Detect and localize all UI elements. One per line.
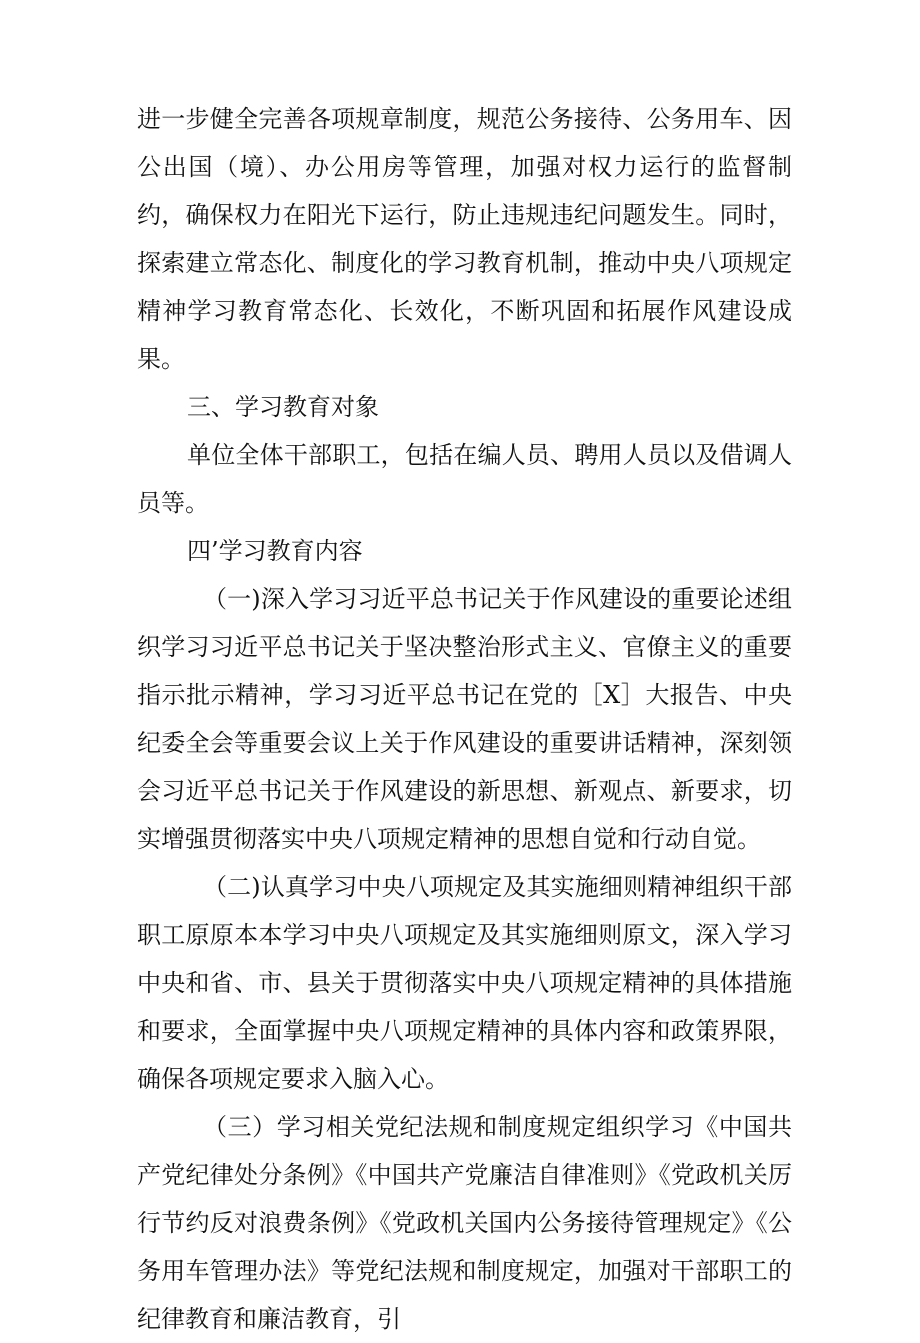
section-heading-4: 四’学习教育内容 bbox=[187, 537, 363, 565]
section-heading-3: 三、学习教育对象 bbox=[187, 393, 379, 421]
paragraph-item-1: （一)深入学习习近平总书记关于作风建设的重要论述组织学习习近平总书记关于坚决整治形式主义、官僚主义的重要指示批示精神，学习习近平总书记在党的［X］大报告、中央纪委全会等重要会议上关于作风建设的重要讲话精神，深刻领会习近平总书记关于作风建设的新思想、新观点、新要求，切实增强贯彻落实中央八项规定精神的思想自觉和行动自觉。 bbox=[137, 585, 792, 853]
paragraph-item-3: （三）学习相关党纪法规和制度规定组织学习《中国共产党纪律处分条例》《中国共产党廉洁自律准则》《党政机关厉行节约反对浪费条例》《党政机关国内公务接待管理规定》《公务用车管理办法》等党纪法规和制度规定，加强对干部职工的纪律教育和廉洁教育，引 bbox=[137, 1113, 792, 1333]
paragraph-study-targets: 单位全体干部职工，包括在编人员、聘用人员以及借调人员等。 bbox=[137, 441, 792, 517]
document-body bbox=[137, 95, 792, 1343]
paragraph-item-2: （二)认真学习中央八项规定及其实施细则精神组织干部职工原原本本学习中央八项规定及其实施细则原文，深入学习中央和省、市、县关于贯彻落实中央八项规定精神的具体措施和要求，全面掌握中央八项规定精神的具体内容和政策界限，确保各项规定要求入脑入心。 bbox=[137, 873, 792, 1093]
paragraph-continuation: 进一步健全完善各项规章制度，规范公务接待、公务用车、因公出国（境）、办公用房等管理，加强对权力运行的监督制约，确保权力在阳光下运行，防止违规违纪问题发生。同时，探索建立常态化、制度化的学习教育机制，推动中央八项规定精神学习教育常态化、长效化，不断巩固和拓展作风建设成果。 bbox=[137, 105, 792, 373]
